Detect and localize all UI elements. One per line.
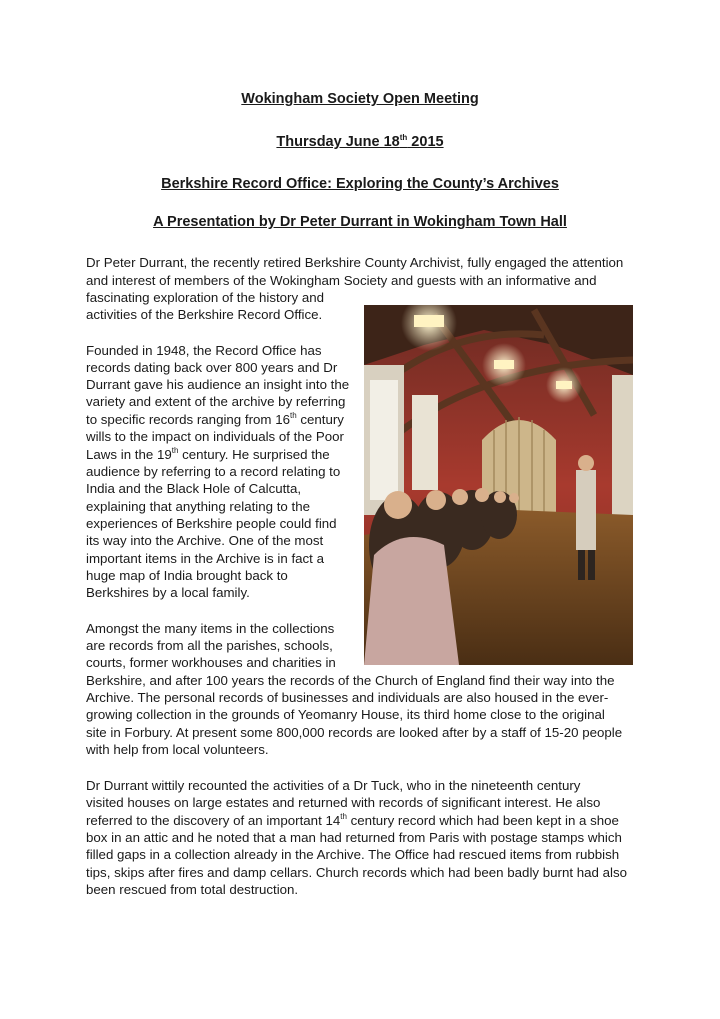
text-line: Berkshires by a local family. <box>86 585 250 600</box>
text-line: are records from all the parishes, schools, <box>86 638 333 653</box>
text-line: wills to the impact on individuals of the Poor <box>86 429 344 444</box>
text-line: referred to the discovery of an important 14th century record which had been kept in a shoe <box>86 812 619 828</box>
text-line: courts, former workhouses and charities in <box>86 655 336 670</box>
text-line: huge map of India brought back to <box>86 568 288 583</box>
text-line: been rescued from total destruction. <box>86 882 299 897</box>
text-line: important items in the Archive is in fact a <box>86 551 324 566</box>
text-line: fascinating exploration of the history and <box>86 290 325 305</box>
text-line: audience by referring to a record relating to <box>86 464 341 479</box>
text-line: and interest of members of the Wokingham Society and guests with an informative and <box>86 273 597 288</box>
text-line: Dr Durrant wittily recounted the activities of a Dr Tuck, who in the nineteenth century <box>86 778 581 793</box>
text-line: explaining that anything relating to the <box>86 499 310 514</box>
text-line: Laws in the 19th century. He surprised the <box>86 446 330 462</box>
text-line: site in Forbury. At present some 800,000 records are looked after by a staff of 15-20 people <box>86 725 623 740</box>
text-line: with help from local volunteers. <box>86 742 269 757</box>
text-line: filled gaps in a collection already in the Archive. The Office had rescued items from rubbish <box>86 847 620 862</box>
text-line: experiences of Berkshire people could find <box>86 516 337 531</box>
text-line: India and the Black Hole of Calcutta, <box>86 481 302 496</box>
text-line: tips, skips after fires and damp cellars. Church records which had been badly burnt had also <box>86 865 628 880</box>
text-line: to specific records ranging from 16th century <box>86 411 344 427</box>
text-line: Archive. The personal records of businesses and individuals are also housed in the ever- <box>86 690 609 705</box>
text-line: records dating back over 800 years and Dr <box>86 360 338 375</box>
page-title: Wokingham Society Open Meeting <box>241 91 479 107</box>
text-line: variety and extent of the archive by referring <box>86 394 346 409</box>
meeting-date: Thursday June 18th 2015 <box>276 133 444 150</box>
text-line: box in an attic and he noted that a man had returned from Paris with postage stamps which <box>86 830 622 845</box>
text-line: Dr Peter Durrant, the recently retired Berkshire County Archivist, fully engaged the attention <box>86 255 624 270</box>
text-line: Amongst the many items in the collections <box>86 621 335 636</box>
town-hall-photo <box>364 305 633 665</box>
text-line: its way into the Archive. One of the most <box>86 533 324 548</box>
text-line: Berkshire, and after 100 years the records of the Church of England find their way into the <box>86 673 615 688</box>
talk-title: Berkshire Record Office: Exploring the County’s Archives <box>161 176 559 192</box>
text-line: visited houses on large estates and returned with records of significant interest. He also <box>86 795 601 810</box>
text-line: Founded in 1948, the Record Office has <box>86 343 322 358</box>
text-line: growing collection in the grounds of Yeomanry House, its third home close to the original <box>86 707 605 722</box>
text-line: activities of the Berkshire Record Office. <box>86 307 323 322</box>
text-line: Durrant gave his audience an insight into the <box>86 377 350 392</box>
presentation-title: A Presentation by Dr Peter Durrant in Wokingham Town Hall <box>153 214 567 230</box>
